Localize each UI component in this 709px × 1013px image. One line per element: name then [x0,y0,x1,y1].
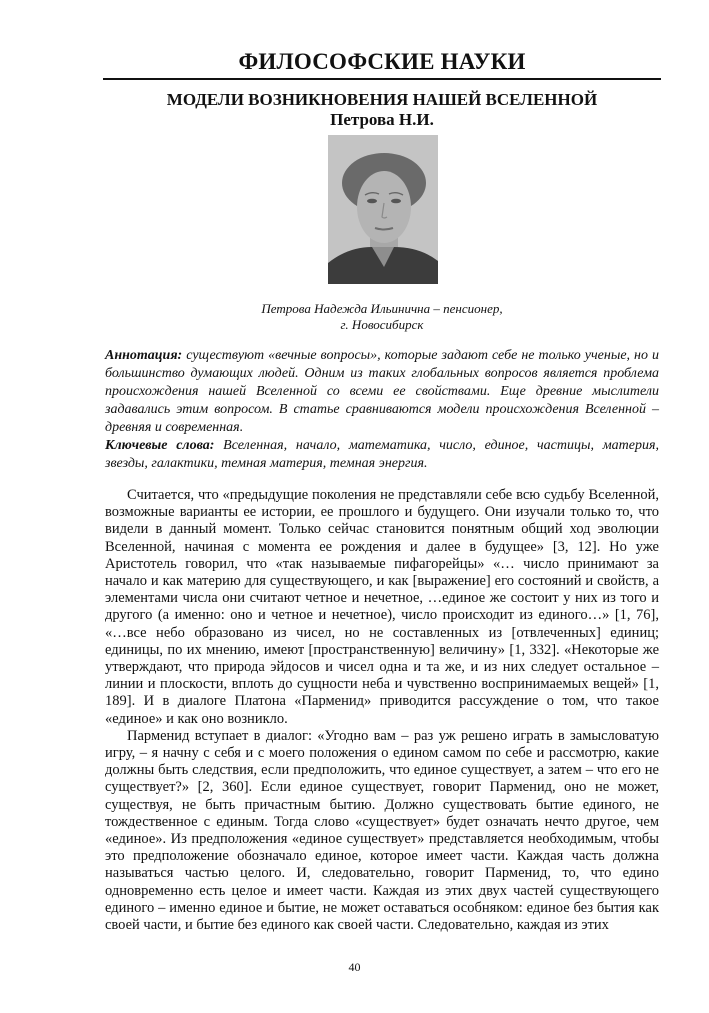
author-affiliation [103,301,661,333]
affiliation-line-1: Петрова Надежда Ильинична – пенсионер, [261,301,503,316]
body-paragraph: Считается, что «предыдущие поколения не представляли себе всю судьбу Вселенной, возможные варианты ее истории, ее прошлого и будущего. Они изучали только то, что видели в данный момент. Только сейчас становится понятным общий ход эволюции Вселенной, начиная с момента ее рождения и далее в будущее» [3, 12]. Но уже Аристотель говорил, что «так называемые пифагорейцы» «… число принимают за начало и как материю для существующего, и как [выражение] его состояний и свойств, а элементами числа они считают четное и нечетное, …единое же состоит у них из того и другого (а именно: оно и четное и нечетное), число происходит из единого…» [1, 76], «…все небо образовано из чисел, но не составленных из [отвлеченных] единиц; единицы, по их мнению, имеют [пространственную] величину» [1, 332]. «Некоторые же утверждают, что природа эйдосов и чисел одна и та же, и из них следует остальное – линии и плоскости, вплоть до сущности неба и чувственно воспринимаемых вещей» [1, 189]. И в диалоге Платона «Парменид» приводится рассуждение о том, что такое «единое» и как оно возникло. [105,487,659,727]
affiliation-line-2: г. Новосибирск [340,317,424,332]
abstract-block [105,347,659,473]
abstract-text: существуют «вечные вопросы», которые задают себе не только ученые, но и большинство думающих людей. Одним из таких глобальных вопросов является проблема происхождения нашей Вселенной со всеми ее свойствами. Еще древние мыслители задавались этим вопросом. В статье сравниваются модели происхождения Вселенной – древняя и современная. [105,348,659,435]
article-title: МОДЕЛИ ВОЗНИКНОВЕНИЯ НАШЕЙ ВСЕЛЕННОЙ [166,90,598,109]
page-number: 40 [348,960,361,974]
keywords-label: Ключевые слова: [105,438,215,453]
author-photo [328,135,438,284]
author-name: Петрова Н.И. [330,110,434,129]
keywords-text: Вселенная, начало, математика, число, единое, частицы, материя, звезды, галактики, темная материя, темная энергия. [105,438,659,471]
keywords [105,437,659,473]
portrait-image [328,135,438,284]
abstract-label: Аннотация: [105,348,183,363]
section-title: ФИЛОСОФСКИЕ НАУКИ [238,49,526,74]
abstract [105,347,659,437]
article-body [105,487,659,934]
header-rule [103,78,661,80]
body-paragraph: Парменид вступает в диалог: «Угодно вам – раз уж решено играть в замысловатую игру, – я начну с себя и с моего положения о едином самом по себе и рассмотрю, какие должны быть следствия, если предположить, что единое существует, а затем – что его не существует?» [2, 360]. Если единое существует, говорит Парменид, оно не может, существуя, не быть причастным бытию. Должно существовать бытие единого, не тождественное с единым. Тогда слово «существует» будет означать нечто другое, чем «единое». Из предположения «единое существует» представляется необходимым, чтобы это предположение обозначало единое, которое имеет части. Каждая часть должна называться частью целого. И, следовательно, говорит Парменид, то, что едино одновременно есть целое и имеет части. Каждая из этих двух частей существующего единого – именно единое и бытие, не может оставаться особняком: единое без бытия как своей части, и бытие без единого как своей части. Следовательно, каждая из этих [105,727,659,934]
